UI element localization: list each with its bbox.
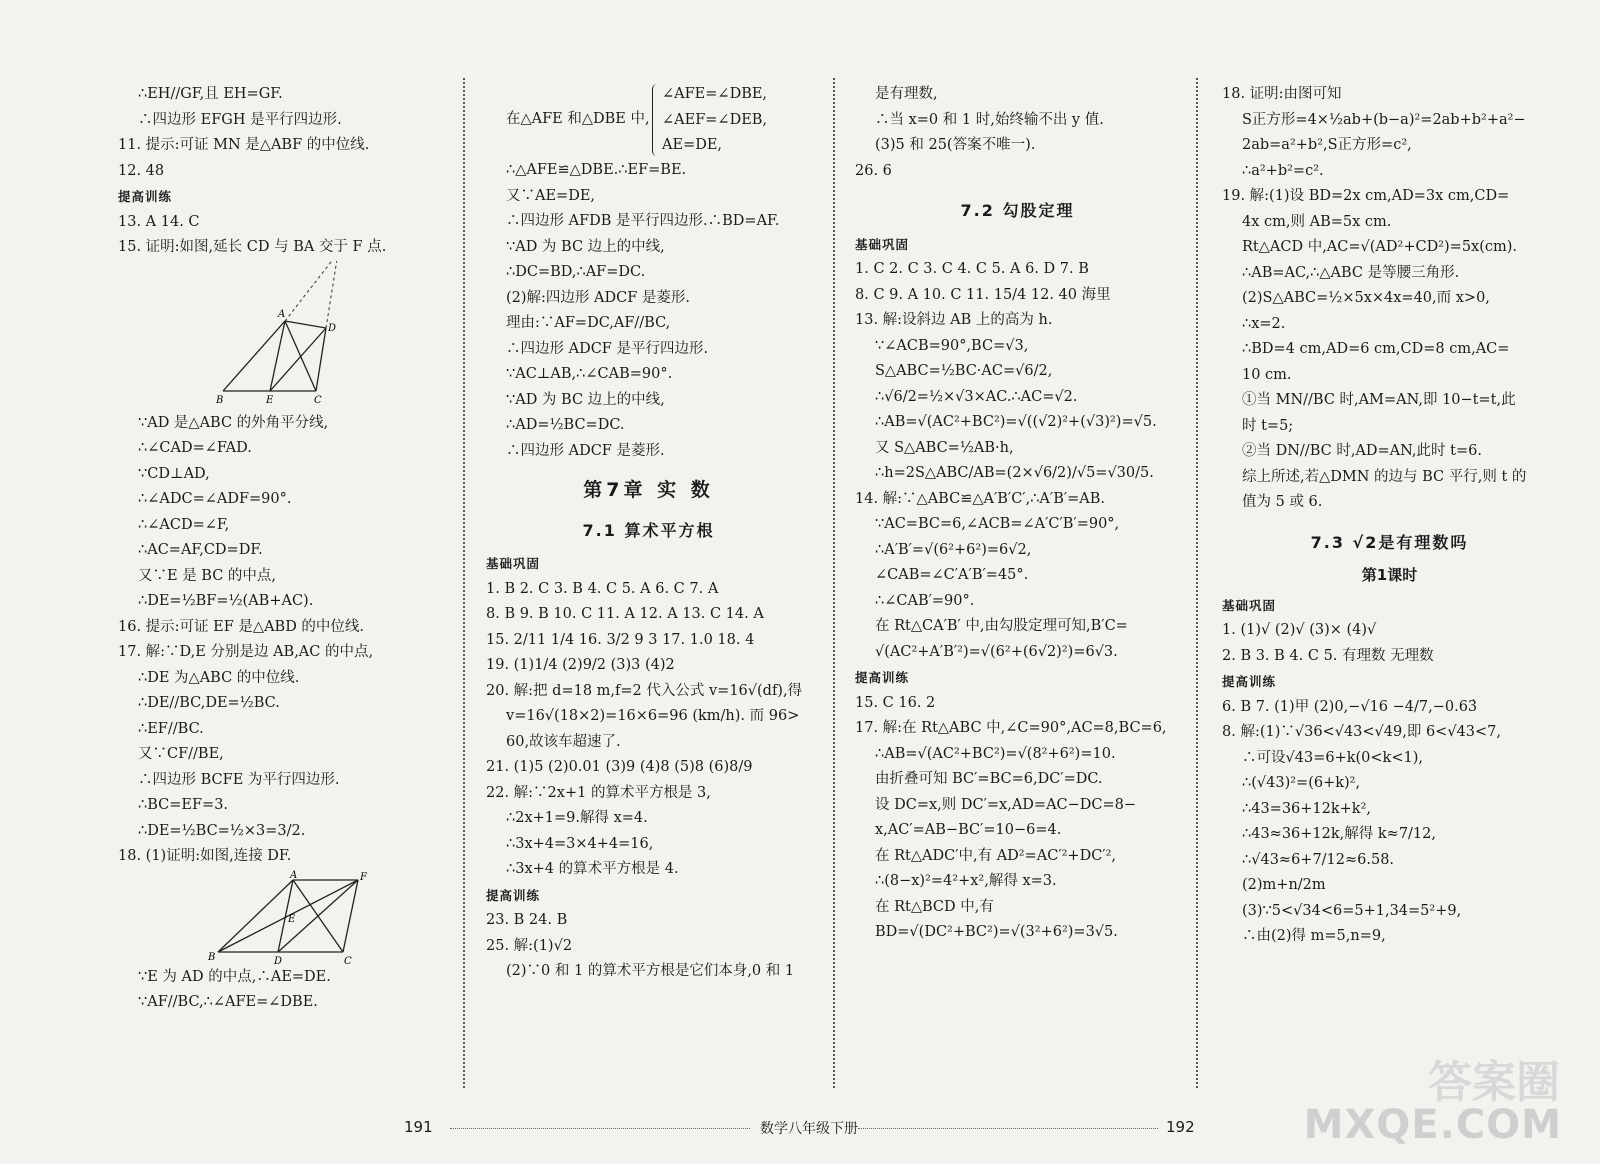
text-line: ∴四边形 ADCF 是菱形. bbox=[506, 442, 665, 459]
text-line: ∵E 为 AD 的中点,∴AE=DE. bbox=[138, 968, 331, 985]
text-line: ∴∠CAB′=90°. bbox=[875, 592, 975, 609]
text-line: ∴AB=√(AC²+BC²)=√(8²+6²)=10. bbox=[875, 745, 1116, 762]
text-line: ∴√6/2=½×√3×AC.∴AC=√2. bbox=[875, 388, 1078, 405]
text-line: 8. B 9. B 10. C 11. A 12. A 13. C 14. A bbox=[486, 606, 764, 622]
text-line: Rt△ACD 中,AC=√(AD²+CD²)=5x(cm). bbox=[1242, 239, 1518, 255]
text-line: ∴DE//BC,DE=½BC. bbox=[138, 695, 280, 711]
text-line: 22. 解:∵2x+1 的算术平方根是 3, bbox=[486, 784, 711, 801]
text-line: 在△AFE 和△DBE 中, bbox=[506, 111, 650, 127]
text-line: ②当 DN//BC 时,AD=AN,此时 t=6. bbox=[1242, 443, 1482, 459]
section-subheading: 提高训练 bbox=[1222, 674, 1277, 689]
text-line: ∵∠ACB=90°,BC=√3, bbox=[875, 337, 1029, 354]
text-line: 17. 解:∵D,E 分别是边 AB,AC 的中点, bbox=[118, 644, 374, 660]
watermark-url: MXQE.COM bbox=[1303, 1102, 1562, 1148]
figure-label: D bbox=[328, 322, 337, 334]
watermark-logo: 答案圈 bbox=[1428, 1057, 1560, 1108]
column-4 bbox=[1222, 82, 1557, 950]
text-line: ∴AD=½BC=DC. bbox=[506, 417, 625, 433]
text-line: 在 Rt△CA′B′ 中,由勾股定理可知,B′C= bbox=[875, 618, 1128, 634]
text-line: 时 t=5; bbox=[1242, 417, 1294, 434]
text-line: 又∵AE=DE, bbox=[506, 187, 596, 204]
text-line: 13. A 14. C bbox=[118, 213, 200, 230]
text-line: (2)S△ABC=½×5x×4x=40,而 x>0, bbox=[1242, 290, 1490, 306]
text-line: ∴BD=4 cm,AD=6 cm,CD=8 cm,AC= bbox=[1242, 341, 1510, 357]
text-line: (2)解:四边形 ADCF 是菱形. bbox=[506, 289, 691, 306]
text-line: 8. 解:(1)∵√36<√43<√49,即 6<√43<7, bbox=[1222, 724, 1502, 740]
text-line: 20. 解:把 d=18 m,f=2 代入公式 v=16√(df),得 bbox=[486, 682, 803, 699]
text-line: 25. 解:(1)√2 bbox=[486, 937, 573, 954]
text-line: √(AC²+A′B′²)=√(6²+(6√2)²)=6√3. bbox=[875, 643, 1118, 660]
text-line: 综上所述,若△DMN 的边与 BC 平行,则 t 的 bbox=[1242, 468, 1527, 485]
text-line: 设 DC=x,则 DC′=x,AD=AC−DC=8− bbox=[875, 796, 1137, 813]
text-line: ∵AD 为 BC 边上的中线, bbox=[506, 391, 665, 408]
text-line: ∠CAB=∠C′A′B′=45°. bbox=[875, 567, 1029, 583]
text-line: ∴DE=½BF=½(AB+AC). bbox=[138, 593, 314, 609]
section-title: 7.2 勾股定理 bbox=[960, 201, 1075, 220]
text-line: ∴A′B′=√(6²+6²)=6√2, bbox=[875, 541, 1032, 558]
text-line: BD=√(DC²+BC²)=√(3²+6²)=3√5. bbox=[875, 924, 1118, 940]
text-line: ∴3x+4 的算术平方根是 4. bbox=[506, 861, 679, 877]
text-line: ∴DC=BD,∴AF=DC. bbox=[506, 264, 646, 280]
text-line: ∴AB=√(AC²+BC²)=√((√2)²+(√3)²)=√5. bbox=[875, 414, 1157, 430]
text-line: AE=DE, bbox=[662, 137, 723, 153]
section-subheading: 基础巩固 bbox=[1222, 597, 1277, 613]
column-2 bbox=[486, 82, 811, 985]
text-line: ∴43=36+12k+k², bbox=[1242, 800, 1372, 817]
column-3 bbox=[855, 82, 1180, 946]
text-line: 18. 证明:由图可知 bbox=[1222, 86, 1342, 102]
text-line: 26. 6 bbox=[855, 162, 892, 179]
section-subheading: 提高训练 bbox=[118, 189, 173, 204]
section-title: 7.1 算术平方根 bbox=[582, 520, 715, 540]
text-line: 又∵CF//BE, bbox=[138, 746, 224, 762]
text-line: 2ab=a²+b²,S正方形=c², bbox=[1242, 137, 1412, 153]
text-line: 15. C 16. 2 bbox=[855, 694, 936, 711]
text-line: (3)5 和 25(答案不唯一). bbox=[875, 137, 1036, 153]
text-line: 1. C 2. C 3. C 4. C 5. A 6. D 7. B bbox=[855, 261, 1089, 277]
figure-label: F bbox=[360, 871, 367, 883]
figure-label: A bbox=[290, 869, 298, 881]
text-line: 18. (1)证明:如图,连接 DF. bbox=[118, 848, 292, 864]
section-subheading: 提高训练 bbox=[486, 887, 541, 903]
text-line: ∴四边形 EFGH 是平行四边形. bbox=[138, 111, 342, 128]
text-line: S△ABC=½BC·AC=√6/2, bbox=[875, 363, 1053, 379]
text-line: ∴由(2)得 m=5,n=9, bbox=[1242, 928, 1386, 944]
text-line: 由折叠可知 BC′=BC=6,DC′=DC. bbox=[875, 771, 1103, 787]
text-line: 60,故该车超速了. bbox=[506, 733, 621, 750]
text-line: S正方形=4×½ab+(b−a)²=2ab+b²+a²− bbox=[1242, 111, 1526, 128]
figure-label: E bbox=[288, 913, 296, 925]
text-line: ∴四边形 AFDB 是平行四边形.∴BD=AF. bbox=[506, 213, 780, 229]
text-line: 是有理数, bbox=[875, 86, 938, 102]
text-line: (3)∵5<√34<6=5+1,34=5²+9, bbox=[1242, 902, 1462, 919]
text-line: ∴3x+4=3×4+4=16, bbox=[506, 835, 654, 852]
text-line: ∴∠CAD=∠FAD. bbox=[138, 440, 252, 456]
figure-label: E bbox=[266, 394, 274, 406]
chapter-title: 第7章 实 数 bbox=[583, 479, 714, 501]
section-subheading: 基础巩固 bbox=[855, 236, 910, 252]
text-line: 10 cm. bbox=[1242, 366, 1292, 383]
triangle-figure-1 bbox=[208, 261, 428, 411]
text-line: 17. 解:在 Rt△ABC 中,∠C=90°,AC=8,BC=6, bbox=[855, 720, 1167, 736]
text-line: ∴DE 为△ABC 的中位线. bbox=[138, 669, 300, 686]
figure-label: C bbox=[314, 394, 322, 406]
text-line: ∵AD 为 BC 边上的中线, bbox=[506, 238, 665, 255]
text-line: ∴EF//BC. bbox=[138, 720, 204, 737]
text-line: (2)∵0 和 1 的算术平方根是它们本身,0 和 1 bbox=[506, 963, 795, 979]
text-line: 23. B 24. B bbox=[486, 912, 568, 928]
text-line: ∴四边形 BCFE 为平行四边形. bbox=[138, 771, 340, 788]
text-line: 13. 解:设斜边 AB 上的高为 h. bbox=[855, 312, 1053, 328]
footer-rule-left bbox=[450, 1128, 750, 1129]
text-line: ∴当 x=0 和 1 时,始终输不出 y 值. bbox=[875, 111, 1104, 128]
text-line: ∵AC=BC=6,∠ACB=∠A′C′B′=90°, bbox=[875, 516, 1120, 532]
text-line: ∴∠ACD=∠F, bbox=[138, 516, 230, 533]
text-line: ∵CD⊥AD, bbox=[138, 465, 210, 482]
text-line: 15. 证明:如图,延长 CD 与 BA 交于 F 点. bbox=[118, 239, 387, 255]
figure-2-space bbox=[118, 870, 448, 965]
text-line: 值为 5 或 6. bbox=[1242, 494, 1323, 510]
text-line: 6. B 7. (1)甲 (2)0,−√16 −4/7,−0.63̇ bbox=[1222, 698, 1478, 715]
text-line: ∴AC=AF,CD=DF. bbox=[138, 542, 263, 558]
footer-rule-right bbox=[858, 1128, 1158, 1129]
text-line: 在 Rt△BCD 中,有 bbox=[875, 898, 994, 915]
condition-list bbox=[662, 82, 767, 159]
figure-label: B bbox=[208, 951, 216, 963]
text-line: v=16√(18×2)=16×6=96 (km/h). 而 96> bbox=[506, 708, 800, 724]
text-line: 19. 解:(1)设 BD=2x cm,AD=3x cm,CD= bbox=[1222, 188, 1510, 204]
figure-label: D bbox=[274, 955, 283, 965]
congruence-block bbox=[486, 82, 811, 158]
text-line: 又∵E 是 BC 的中点, bbox=[138, 567, 277, 584]
text-line: 16. 提示:可证 EF 是△ABD 的中位线. bbox=[118, 618, 365, 635]
figure-label: A bbox=[278, 308, 286, 320]
text-line: 11. 提示:可证 MN 是△ABF 的中位线. bbox=[118, 137, 370, 153]
text-line: 又 S△ABC=½AB·h, bbox=[875, 439, 1014, 456]
text-line: 4x cm,则 AB=5x cm. bbox=[1242, 213, 1392, 230]
figure-label: C bbox=[344, 955, 352, 965]
section-subheading: 基础巩固 bbox=[486, 556, 541, 571]
text-line: ∴(√43)²=(6+k)², bbox=[1242, 775, 1361, 791]
text-line: 14. 解:∵△ABC≌△A′B′C′,∴A′B′=AB. bbox=[855, 490, 1106, 507]
lesson-title: 第1课时 bbox=[1361, 566, 1418, 584]
text-line: ∴△AFE≌△DBE.∴EF=BE. bbox=[506, 162, 687, 178]
text-line: ∴AB=AC,∴△ABC 是等腰三角形. bbox=[1242, 264, 1460, 281]
text-line: x,AC′=AB−BC′=10−6=4. bbox=[875, 822, 1062, 838]
text-line: ∵AF//BC,∴∠AFE=∠DBE. bbox=[138, 994, 318, 1010]
text-line: ∠AFE=∠DBE, bbox=[662, 86, 768, 102]
text-line: ∴BC=EF=3. bbox=[138, 797, 229, 813]
text-line: ∠AEF=∠DEB, bbox=[662, 111, 768, 128]
page-number-left: 191 bbox=[404, 1118, 433, 1136]
column-separator bbox=[833, 78, 835, 1088]
text-line: ∵AC⊥AB,∴∠CAB=90°. bbox=[506, 366, 673, 382]
figure-1-space bbox=[118, 261, 448, 411]
text-line: 15. 2/11 1/4 16. 3/2 9 3 17. 1.0 18. 4 bbox=[486, 631, 755, 648]
text-line: 1. (1)√ (2)√ (3)× (4)√ bbox=[1222, 622, 1377, 638]
section-subheading: 提高训练 bbox=[855, 670, 910, 685]
text-line: 理由:∵AF=DC,AF//BC, bbox=[506, 315, 671, 331]
text-line: 19. (1)1/4 (2)9/2 (3)3 (4)2 bbox=[486, 657, 675, 673]
text-line: 1. B 2. C 3. B 4. C 5. A 6. C 7. A bbox=[486, 580, 719, 597]
text-line: ∴DE=½BC=½×3=3/2. bbox=[138, 822, 306, 839]
figure-label: B bbox=[216, 394, 224, 406]
text-line: ①当 MN//BC 时,AM=AN,即 10−t=t,此 bbox=[1242, 392, 1516, 408]
text-line: ∴可设√43=6+k(0<k<1), bbox=[1242, 749, 1423, 766]
text-line: ∴EH//GF,且 EH=GF. bbox=[138, 86, 283, 102]
text-line: ∵AD 是△ABC 的外角平分线, bbox=[138, 414, 329, 431]
quadrilateral-figure-2 bbox=[208, 870, 378, 965]
footer-book-title: 数学八年级下册 bbox=[760, 1121, 858, 1137]
text-line: ∴a²+b²=c². bbox=[1242, 162, 1324, 179]
section-title: 7.3 √2是有理数吗 bbox=[1310, 532, 1469, 552]
text-line: ∴43≈36+12k,解得 k≈7/12, bbox=[1242, 826, 1436, 842]
text-line: ∴四边形 ADCF 是平行四边形. bbox=[506, 340, 709, 357]
text-line: 21. (1)5 (2)0.01 (3)9 (4)8 (5)8 (6)8/9 bbox=[486, 759, 753, 775]
text-line: ∴x=2. bbox=[1242, 315, 1286, 332]
column-1 bbox=[118, 82, 448, 1016]
text-line: 12. 48 bbox=[118, 162, 165, 179]
column-separator bbox=[463, 78, 465, 1088]
text-line: ∴(8−x)²=4²+x²,解得 x=3. bbox=[875, 873, 1057, 889]
brace bbox=[652, 84, 657, 156]
page-number-right: 192 bbox=[1166, 1118, 1195, 1136]
text-line: ∴2x+1=9.解得 x=4. bbox=[506, 810, 648, 826]
text-line: ∴h=2S△ABC/AB=(2×√6/2)/√5=√30/5. bbox=[875, 465, 1154, 481]
text-line: 2. B 3. B 4. C 5. 有理数 无理数 bbox=[1222, 647, 1434, 664]
text-line: (2)m+n/2m bbox=[1242, 877, 1326, 893]
text-line: 8. C 9. A 10. C 11. 15/4 12. 40 海里 bbox=[855, 286, 1111, 303]
text-line: ∴∠ADC=∠ADF=90°. bbox=[138, 491, 292, 507]
text-line: 在 Rt△ADC′中,有 AD²=AC′²+DC′², bbox=[875, 847, 1117, 864]
column-separator bbox=[1196, 78, 1198, 1088]
figure-label bbox=[339, 261, 348, 262]
text-line: ∴√43≈6+7/12≈6.58. bbox=[1242, 851, 1395, 868]
